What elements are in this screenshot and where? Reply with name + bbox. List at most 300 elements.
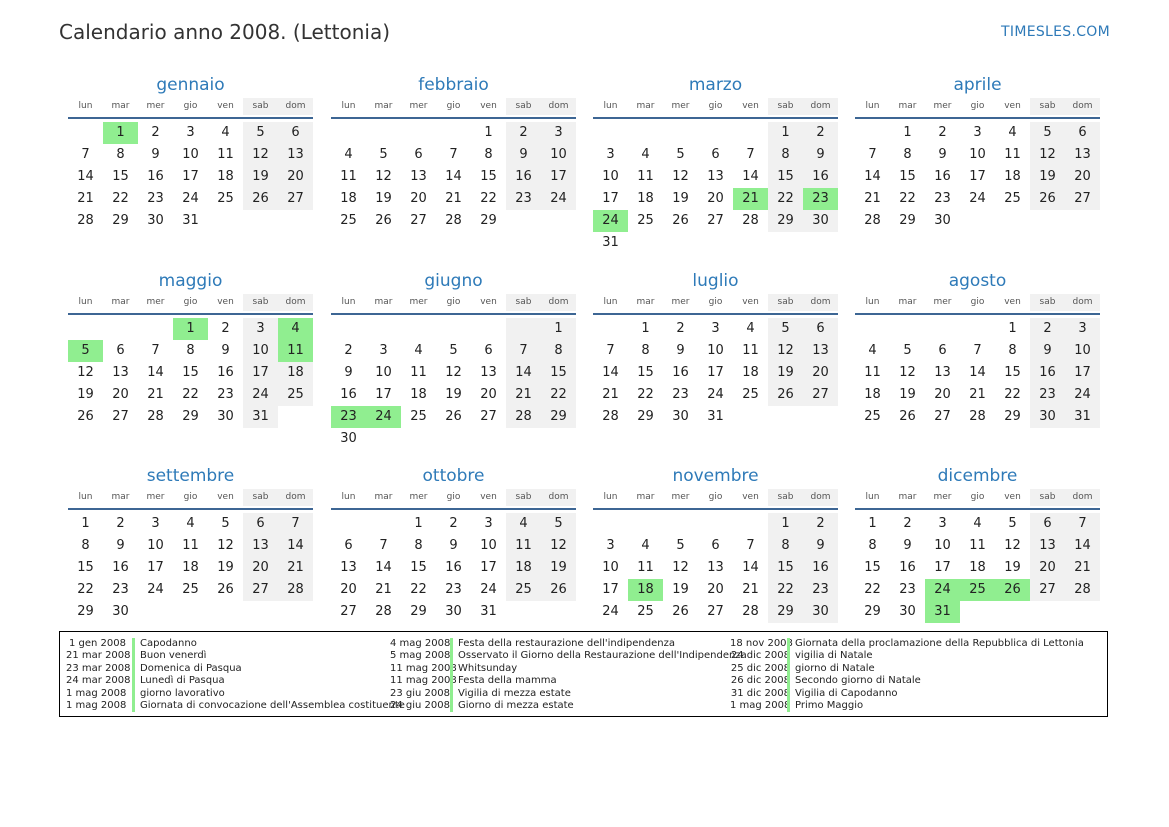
day-cell: 10: [147, 538, 164, 553]
holiday-day: 1: [173, 318, 208, 340]
day-cell: 19: [375, 191, 392, 206]
legend-date: 24 dic 2008: [730, 650, 790, 662]
day-cell: 1: [414, 516, 423, 531]
day-cell: 28: [278, 579, 313, 601]
month-novembre: [593, 465, 838, 623]
weekday-header: gio: [183, 297, 198, 307]
weekday-header: ven: [480, 297, 497, 307]
day-cell: 13: [707, 560, 724, 575]
day-cell: 25: [637, 213, 654, 228]
empty-day: [855, 318, 890, 340]
day-cell: 21: [147, 387, 164, 402]
day-cell: 29: [541, 406, 576, 428]
empty-day: [628, 122, 663, 144]
day-cell: 5: [449, 343, 458, 358]
day-cell: 19: [672, 582, 689, 597]
day-cell: 11: [637, 560, 654, 575]
legend-holiday-name: Festa della mamma: [450, 675, 557, 687]
day-cell: 25: [278, 384, 313, 406]
day-cell: 24: [480, 582, 497, 597]
day-cell: 31: [182, 213, 199, 228]
weekday-header: mar: [111, 297, 130, 307]
day-cell: 16: [445, 560, 462, 575]
day-cell: 7: [278, 513, 313, 535]
day-cell: 23: [445, 582, 462, 597]
weekday-header: mar: [636, 492, 655, 502]
day-cell: 4: [186, 516, 195, 531]
month-name: aprile: [953, 75, 1002, 95]
day-cell: 13: [1030, 535, 1065, 557]
day-cell: 26: [375, 213, 392, 228]
empty-day: [366, 513, 401, 535]
day-cell: 15: [112, 169, 129, 184]
month-name: maggio: [158, 271, 223, 291]
day-cell: 5: [903, 343, 912, 358]
holiday-day: 18: [628, 579, 663, 601]
weekday-header: mar: [111, 492, 130, 502]
weekday-header: lun: [603, 492, 618, 502]
day-cell: 26: [672, 604, 689, 619]
day-cell: 12: [672, 169, 689, 184]
day-cell: 14: [864, 169, 881, 184]
empty-day: [401, 122, 436, 144]
day-cell: 26: [1030, 188, 1065, 210]
legend-holiday-name: Giornata della proclamazione della Repubblica di Lettonia: [787, 638, 1084, 650]
day-cell: 17: [541, 166, 576, 188]
day-cell: 1: [81, 516, 90, 531]
weekday-header: dom: [541, 98, 576, 115]
day-cell: 14: [77, 169, 94, 184]
day-cell: 31: [602, 235, 619, 250]
legend-date: 31 dic 2008: [730, 687, 790, 699]
day-cell: 6: [344, 538, 353, 553]
day-cell: 8: [186, 343, 195, 358]
day-cell: 2: [1030, 318, 1065, 340]
empty-day: [401, 318, 436, 340]
day-cell: 20: [707, 191, 724, 206]
day-cell: 22: [541, 384, 576, 406]
day-cell: 14: [445, 169, 462, 184]
day-cell: 12: [217, 538, 234, 553]
day-cell: 30: [899, 604, 916, 619]
legend-holiday-name: Osservato il Giorno della Restaurazione dell'Indipendenza: [450, 650, 747, 662]
day-cell: 3: [606, 147, 615, 162]
weekday-header: mer: [933, 492, 952, 502]
day-cell: 26: [445, 409, 462, 424]
day-cell: 8: [768, 144, 803, 166]
legend-date: 11 mag 2008: [390, 662, 457, 674]
day-cell: 22: [480, 191, 497, 206]
day-cell: 10: [602, 169, 619, 184]
day-cell: 16: [672, 365, 689, 380]
day-cell: 1: [768, 122, 803, 144]
day-cell: 15: [77, 560, 94, 575]
day-cell: 7: [973, 343, 982, 358]
day-cell: 22: [768, 188, 803, 210]
day-cell: 27: [340, 604, 357, 619]
weekday-header: dom: [1065, 489, 1100, 506]
legend-date: 21 mar 2008: [66, 650, 131, 662]
day-cell: 4: [746, 321, 755, 336]
day-cell: 15: [541, 362, 576, 384]
day-cell: 20: [243, 557, 278, 579]
day-cell: 17: [480, 560, 497, 575]
day-cell: 21: [375, 582, 392, 597]
day-cell: 8: [484, 147, 493, 162]
weekday-header: dom: [1065, 294, 1100, 311]
day-cell: 10: [969, 147, 986, 162]
day-cell: 9: [903, 538, 912, 553]
weekday-header: dom: [1065, 98, 1100, 115]
day-cell: 25: [742, 387, 759, 402]
header-divider: [593, 508, 838, 510]
legend-date: 1 mag 2008: [66, 699, 127, 711]
weekday-header: sab: [768, 489, 803, 506]
day-cell: 19: [77, 387, 94, 402]
day-cell: 28: [147, 409, 164, 424]
day-cell: 6: [116, 343, 125, 358]
day-cell: 29: [637, 409, 654, 424]
day-cell: 30: [672, 409, 689, 424]
empty-day: [593, 513, 628, 535]
day-cell: 10: [541, 144, 576, 166]
day-cell: 3: [379, 343, 388, 358]
day-cell: 13: [480, 365, 497, 380]
day-cell: 12: [541, 535, 576, 557]
weekday-header: mar: [898, 492, 917, 502]
empty-day: [698, 122, 733, 144]
day-cell: 21: [445, 191, 462, 206]
day-cell: 18: [217, 169, 234, 184]
day-cell: 3: [973, 125, 982, 140]
day-cell: 5: [676, 147, 685, 162]
day-cell: 6: [1065, 122, 1100, 144]
day-cell: 3: [151, 516, 160, 531]
day-cell: 13: [112, 365, 129, 380]
weekday-header: dom: [803, 98, 838, 115]
day-cell: 9: [1030, 340, 1065, 362]
legend-date: 23 giu 2008: [390, 687, 450, 699]
day-cell: 14: [278, 535, 313, 557]
day-cell: 23: [112, 582, 129, 597]
day-cell: 9: [344, 365, 353, 380]
day-cell: 27: [112, 409, 129, 424]
empty-day: [698, 513, 733, 535]
day-cell: 29: [77, 604, 94, 619]
day-cell: 16: [147, 169, 164, 184]
month-name: dicembre: [937, 466, 1018, 486]
month-gennaio: [68, 74, 313, 232]
month-settembre: [68, 465, 313, 623]
day-cell: 15: [410, 560, 427, 575]
day-cell: 8: [641, 343, 650, 358]
day-cell: 25: [637, 604, 654, 619]
weekday-header: mar: [898, 101, 917, 111]
header-divider: [68, 117, 313, 119]
day-cell: 2: [803, 122, 838, 144]
day-cell: 5: [1008, 516, 1017, 531]
empty-day: [960, 318, 995, 340]
holiday-day: 5: [68, 340, 103, 362]
day-cell: 25: [217, 191, 234, 206]
day-cell: 11: [969, 538, 986, 553]
day-cell: 4: [414, 343, 423, 358]
holiday-day: 31: [925, 601, 960, 623]
weekday-header: gio: [970, 297, 985, 307]
day-cell: 10: [243, 340, 278, 362]
day-cell: 24: [182, 191, 199, 206]
legend-holiday-name: Whitsunday: [450, 663, 517, 675]
day-cell: 2: [151, 125, 160, 140]
day-cell: 29: [410, 604, 427, 619]
day-cell: 7: [746, 538, 755, 553]
weekday-header: dom: [803, 489, 838, 506]
day-cell: 11: [340, 169, 357, 184]
weekday-header: ven: [742, 101, 759, 111]
day-cell: 13: [340, 560, 357, 575]
day-cell: 4: [1008, 125, 1017, 140]
day-cell: 16: [803, 166, 838, 188]
day-cell: 11: [182, 538, 199, 553]
day-cell: 22: [637, 387, 654, 402]
day-cell: 21: [506, 384, 541, 406]
weekday-header: ven: [1004, 492, 1021, 502]
legend-date: 5 mag 2008: [390, 650, 451, 662]
day-cell: 14: [506, 362, 541, 384]
empty-day: [366, 122, 401, 144]
day-cell: 5: [676, 538, 685, 553]
weekday-header: gio: [446, 297, 461, 307]
legend-holiday-name: Lunedì di Pasqua: [132, 675, 225, 687]
header-divider: [68, 508, 313, 510]
weekday-header: lun: [78, 492, 93, 502]
empty-day: [436, 318, 471, 340]
day-cell: 18: [182, 560, 199, 575]
weekday-header: mer: [146, 101, 165, 111]
day-cell: 7: [1065, 513, 1100, 535]
empty-day: [366, 318, 401, 340]
day-cell: 14: [602, 365, 619, 380]
day-cell: 15: [864, 560, 881, 575]
day-cell: 14: [742, 169, 759, 184]
day-cell: 2: [221, 321, 230, 336]
day-cell: 31: [707, 409, 724, 424]
legend-holiday-name: Vigilia di mezza estate: [450, 688, 571, 700]
day-cell: 2: [116, 516, 125, 531]
day-cell: 12: [77, 365, 94, 380]
day-cell: 2: [803, 513, 838, 535]
brand-link[interactable]: TIMESLES.COM: [1001, 24, 1110, 40]
empty-day: [733, 513, 768, 535]
empty-day: [436, 122, 471, 144]
day-cell: 23: [803, 579, 838, 601]
empty-day: [593, 122, 628, 144]
empty-day: [733, 122, 768, 144]
day-cell: 28: [375, 604, 392, 619]
day-cell: 22: [864, 582, 881, 597]
day-cell: 12: [375, 169, 392, 184]
day-cell: 20: [1065, 166, 1100, 188]
weekday-header: mar: [374, 492, 393, 502]
legend-date: 11 mag 2008: [390, 675, 457, 687]
day-cell: 28: [445, 213, 462, 228]
empty-day: [331, 122, 366, 144]
weekday-header: mer: [933, 297, 952, 307]
day-cell: 20: [112, 387, 129, 402]
day-cell: 27: [410, 213, 427, 228]
day-cell: 17: [707, 365, 724, 380]
holiday-day: 23: [331, 406, 366, 428]
day-cell: 25: [340, 213, 357, 228]
day-cell: 12: [672, 560, 689, 575]
day-cell: 29: [768, 210, 803, 232]
weekday-header: lun: [865, 297, 880, 307]
weekday-header: sab: [243, 489, 278, 506]
day-cell: 8: [541, 340, 576, 362]
day-cell: 7: [868, 147, 877, 162]
day-cell: 10: [1065, 340, 1100, 362]
legend-holiday-name: Vigilia di Capodanno: [787, 688, 898, 700]
weekday-header: dom: [541, 294, 576, 311]
day-cell: 11: [864, 365, 881, 380]
day-cell: 24: [541, 188, 576, 210]
legend-date: 24 mar 2008: [66, 675, 131, 687]
day-cell: 12: [899, 365, 916, 380]
legend-holiday-name: Festa della restaurazione dell'indipendenza: [450, 638, 675, 650]
day-cell: 13: [803, 340, 838, 362]
weekday-header: sab: [1030, 489, 1065, 506]
day-cell: 16: [1030, 362, 1065, 384]
day-cell: 31: [243, 406, 278, 428]
day-cell: 17: [243, 362, 278, 384]
day-cell: 25: [410, 409, 427, 424]
month-agosto: [855, 270, 1100, 428]
empty-day: [68, 318, 103, 340]
empty-day: [855, 122, 890, 144]
day-cell: 17: [969, 169, 986, 184]
legend-holiday-name: Secondo giorno di Natale: [787, 675, 921, 687]
day-cell: 11: [410, 365, 427, 380]
day-cell: 1: [541, 318, 576, 340]
weekday-header: mer: [409, 492, 428, 502]
weekday-header: mer: [671, 101, 690, 111]
day-cell: 28: [742, 213, 759, 228]
month-name: ottobre: [422, 466, 485, 486]
weekday-header: sab: [506, 294, 541, 311]
day-cell: 21: [969, 387, 986, 402]
day-cell: 23: [147, 191, 164, 206]
empty-day: [506, 318, 541, 340]
day-cell: 2: [344, 343, 353, 358]
day-cell: 30: [934, 213, 951, 228]
day-cell: 4: [641, 538, 650, 553]
weekday-header: ven: [217, 101, 234, 111]
weekday-header: ven: [217, 297, 234, 307]
day-cell: 22: [410, 582, 427, 597]
day-cell: 23: [672, 387, 689, 402]
month-ottobre: [331, 465, 576, 623]
day-cell: 3: [484, 516, 493, 531]
day-cell: 3: [711, 321, 720, 336]
day-cell: 16: [506, 166, 541, 188]
month-dicembre: [855, 465, 1100, 623]
day-cell: 30: [803, 601, 838, 623]
day-cell: 8: [903, 147, 912, 162]
day-cell: 2: [506, 122, 541, 144]
header-divider: [331, 508, 576, 510]
day-cell: 11: [637, 169, 654, 184]
day-cell: 14: [375, 560, 392, 575]
day-cell: 3: [1065, 318, 1100, 340]
empty-day: [138, 318, 173, 340]
day-cell: 9: [151, 147, 160, 162]
day-cell: 21: [278, 557, 313, 579]
day-cell: 17: [1065, 362, 1100, 384]
day-cell: 13: [934, 365, 951, 380]
day-cell: 1: [641, 321, 650, 336]
day-cell: 6: [243, 513, 278, 535]
legend-holiday-name: Giorno di mezza estate: [450, 700, 574, 712]
day-cell: 5: [221, 516, 230, 531]
day-cell: 26: [243, 188, 278, 210]
weekday-header: dom: [803, 294, 838, 311]
month-febbraio: [331, 74, 576, 232]
day-cell: 10: [182, 147, 199, 162]
header-divider: [331, 313, 576, 315]
weekday-header: mar: [898, 297, 917, 307]
day-cell: 18: [340, 191, 357, 206]
header-divider: [855, 313, 1100, 315]
day-cell: 21: [742, 582, 759, 597]
day-cell: 10: [480, 538, 497, 553]
day-cell: 19: [1030, 166, 1065, 188]
day-cell: 29: [112, 213, 129, 228]
empty-day: [890, 318, 925, 340]
day-cell: 16: [217, 365, 234, 380]
legend-date: 1 mag 2008: [66, 687, 127, 699]
legend-holiday-name: giorno lavorativo: [132, 688, 225, 700]
legend-holiday-name: giorno di Natale: [787, 663, 875, 675]
legend-date: 24 giu 2008: [390, 699, 450, 711]
day-cell: 4: [344, 147, 353, 162]
weekday-header: lun: [78, 297, 93, 307]
empty-day: [331, 513, 366, 535]
header-divider: [68, 313, 313, 315]
day-cell: 18: [410, 387, 427, 402]
day-cell: 3: [186, 125, 195, 140]
day-cell: 3: [938, 516, 947, 531]
header-divider: [593, 117, 838, 119]
empty-day: [471, 318, 506, 340]
day-cell: 9: [803, 535, 838, 557]
day-cell: 7: [606, 343, 615, 358]
day-cell: 28: [1065, 579, 1100, 601]
day-cell: 9: [221, 343, 230, 358]
weekday-header: sab: [768, 294, 803, 311]
day-cell: 9: [803, 144, 838, 166]
day-cell: 5: [768, 318, 803, 340]
day-cell: 6: [711, 538, 720, 553]
day-cell: 16: [899, 560, 916, 575]
weekday-header: mar: [636, 101, 655, 111]
day-cell: 11: [217, 147, 234, 162]
weekday-header: mer: [933, 101, 952, 111]
day-cell: 12: [445, 365, 462, 380]
day-cell: 20: [1030, 557, 1065, 579]
day-cell: 27: [1065, 188, 1100, 210]
header-divider: [855, 508, 1100, 510]
month-giugno: [331, 270, 576, 450]
